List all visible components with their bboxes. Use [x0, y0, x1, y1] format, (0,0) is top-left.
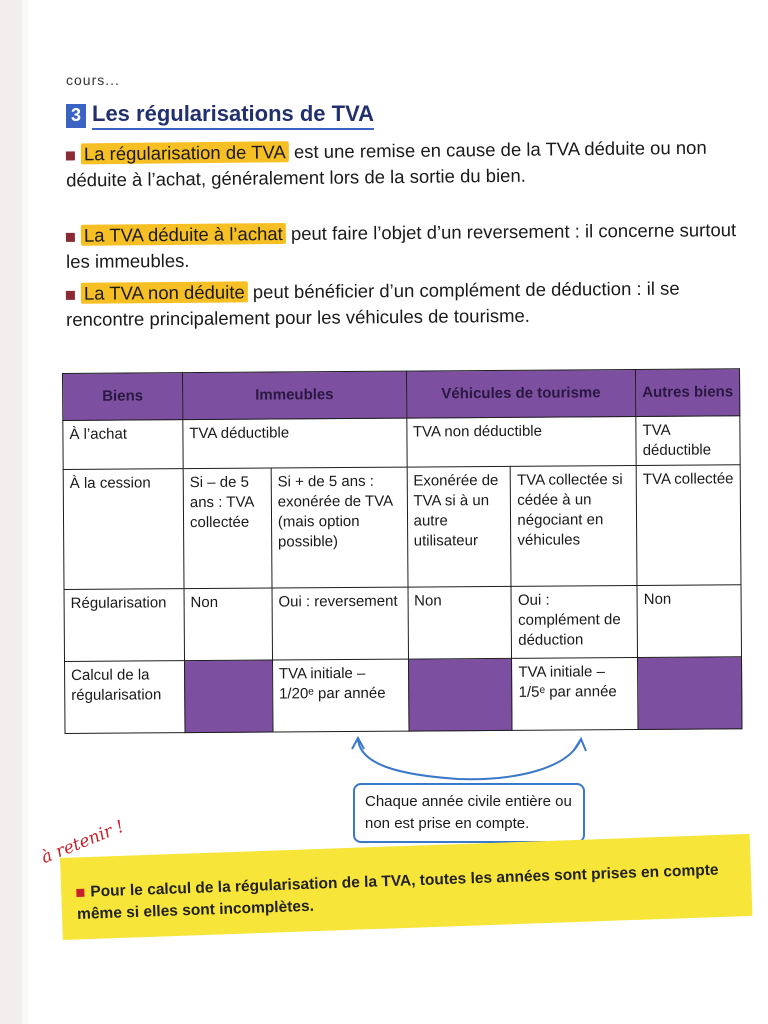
paragraph-text: peut bénéficier d’un complément de déduction : il se rencontre principalement pour les véhicules de tourisme. — [66, 277, 680, 330]
bullet-icon — [66, 290, 75, 299]
regularisation-table-wrapper — [62, 368, 743, 734]
row-label: Régularisation — [64, 589, 184, 662]
callout-box: Chaque année civile entière ou non est prise en compte. — [353, 783, 585, 843]
cell-vehicules-cession-negociant: TVA collectée si cédée à un négociant en véhicules — [511, 465, 638, 586]
row-label: À la cession — [63, 469, 184, 590]
table-row-calcul — [65, 657, 742, 734]
table-row-cession — [63, 465, 741, 590]
cell-immeubles-cession-moins: Si – de 5 ans : TVA collectée — [183, 468, 272, 589]
bullet-icon — [76, 889, 84, 897]
cell-vehicules-calcul: TVA initiale – 1/5ᵉ par année — [512, 657, 638, 730]
header-immeubles: Immeubles — [182, 371, 406, 420]
cell-immeubles-achat: TVA déductible — [183, 418, 407, 469]
header-autres-biens: Autres biens — [636, 369, 740, 417]
bullet-icon — [66, 232, 75, 241]
table-row-achat — [63, 416, 740, 470]
cell-shaded — [408, 658, 512, 731]
highlight-term: La TVA non déduite — [81, 281, 248, 303]
page-edge — [0, 0, 22, 1024]
a-retenir-label: à retenir ! — [38, 816, 128, 868]
regularisation-table — [62, 368, 743, 734]
header-vehicules: Véhicules de tourisme — [406, 369, 636, 418]
cell-vehicules-regul-utilisateur: Non — [408, 586, 512, 659]
paragraph-text: est une remise en cause de la TVA déduite ou non déduite à l’achat, généralement lors de la sortie du bien. — [66, 136, 707, 191]
paragraph-tva-deduite — [66, 217, 738, 275]
cut-off-text: cours... — [66, 72, 120, 88]
table-header-row — [63, 369, 740, 421]
bullet-icon — [66, 151, 75, 160]
row-label: À l’achat — [63, 420, 183, 470]
cell-autres-regul: Non — [637, 585, 741, 658]
paragraph-text: peut faire l’objet d’un reversement : il concerne surtout les immeubles. — [66, 219, 737, 272]
cell-vehicules-achat: TVA non déductible — [406, 416, 636, 467]
table-row-regularisation — [64, 585, 741, 662]
cell-vehicules-cession-utilisateur: Exonérée de TVA si à un autre utilisateur — [407, 466, 512, 587]
cell-vehicules-regul-negociant: Oui : complément de déduction — [511, 585, 637, 658]
paragraph-regularisation — [66, 134, 739, 193]
section-number: 3 — [66, 104, 86, 128]
row-label: Calcul de la régularisation — [65, 661, 185, 734]
cell-immeubles-regul-moins: Non — [184, 588, 272, 661]
paragraph-tva-non-deduite — [66, 275, 738, 333]
section-title: Les régularisations de TVA — [92, 101, 374, 130]
cell-autres-achat: TVA déductible — [636, 416, 740, 466]
section-heading — [66, 101, 374, 130]
cell-immeubles-cession-plus: Si + de 5 ans : exonérée de TVA (mais option possible) — [271, 467, 408, 588]
header-biens: Biens — [63, 373, 183, 421]
a-retenir-text: Pour le calcul de la régularisation de la TVA, toutes les années sont prises en compte même si elles sont incomplètes. — [76, 861, 719, 923]
cell-immeubles-calcul: TVA initiale – 1/20ᵉ par année — [272, 659, 408, 732]
highlight-term: La TVA déduite à l’achat — [81, 223, 286, 246]
highlight-term: La régularisation de TVA — [81, 141, 289, 164]
cell-shaded — [638, 657, 742, 730]
page-edge-inner — [22, 0, 28, 1024]
cell-immeubles-regul-plus: Oui : reversement — [272, 587, 408, 660]
cell-autres-cession: TVA collectée — [636, 465, 741, 586]
cell-shaded — [184, 660, 272, 733]
